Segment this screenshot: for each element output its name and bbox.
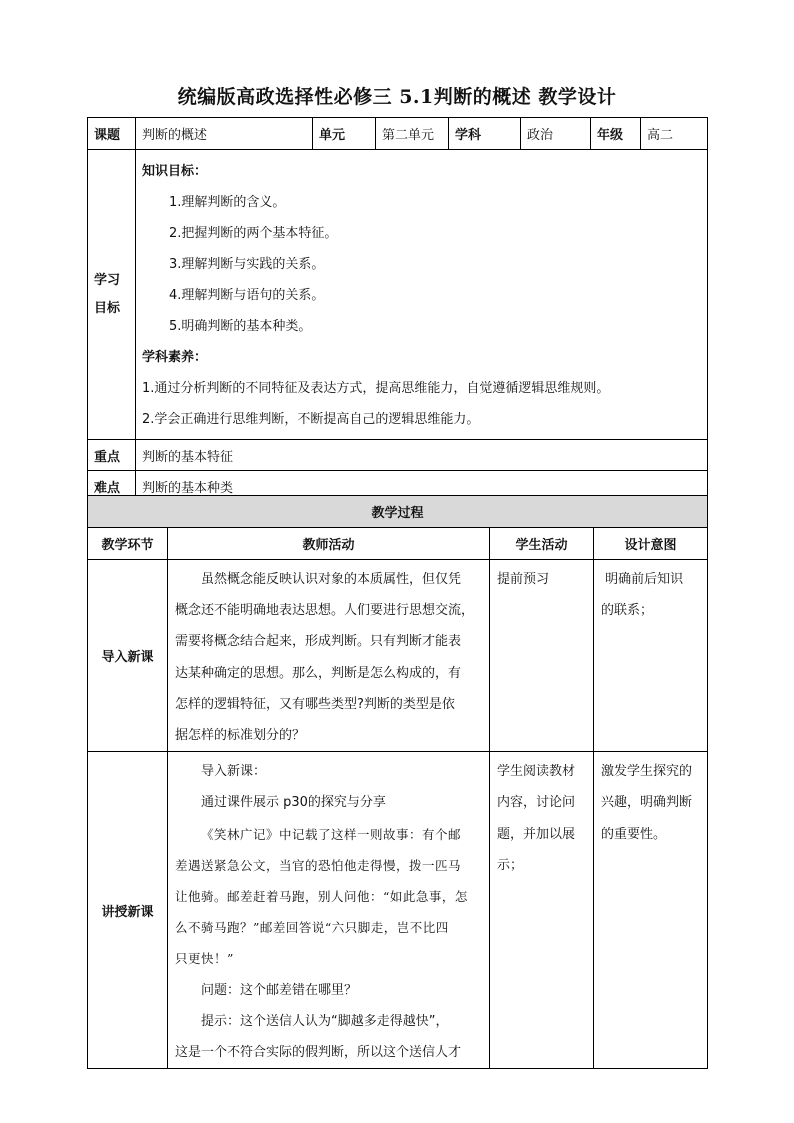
- teacher-line: 概念还不能明确地表达思想。人们要进行思想交流，: [175, 603, 475, 619]
- unit-label: 单元: [313, 118, 376, 150]
- grade-value: 高二: [641, 118, 708, 150]
- teacher-line: 让他骑。邮差赶着马跑，别人问他：“如此急事，怎: [175, 889, 468, 905]
- student-line: 示；: [497, 857, 524, 873]
- stage-label: 讲授新课: [88, 752, 168, 1069]
- teacher-line: 通过课件展示 p30的探究与分享: [201, 795, 386, 811]
- teacher-line: 只更快！”: [175, 951, 234, 967]
- process-columns-row: [88, 528, 708, 560]
- page-title: 统编版高政选择性必修三 5.1判断的概述 教学设计: [177, 86, 617, 108]
- goals-row: [88, 150, 708, 440]
- student-activity: [490, 560, 594, 752]
- intent-line: 激发学生探究的: [601, 764, 693, 780]
- goals-label-line1: 学习: [94, 272, 121, 288]
- key-point-label: 重点: [88, 440, 136, 471]
- literacy-item: 1.通过分析判断的不同特征及表达方式，提高思维能力，自觉遵循逻辑思维规则。: [142, 381, 610, 396]
- key-point-row: [88, 440, 708, 471]
- difficulty-label: 难点: [88, 471, 136, 502]
- stage-label: 导入新课: [88, 560, 168, 752]
- process-heading: 教学过程: [88, 496, 708, 528]
- teacher-activity: [168, 752, 490, 1069]
- difficulty-value: 判断的基本种类: [136, 471, 708, 502]
- design-intent: [594, 560, 708, 752]
- column-header: 教学环节: [88, 528, 168, 560]
- literacy-item: 2.学会正确进行思维判断，不断提高自己的逻辑思维能力。: [142, 412, 480, 427]
- header-row: [88, 118, 708, 150]
- info-table: [87, 117, 708, 502]
- intent-line: 的重要性。: [601, 826, 667, 842]
- literacy-heading: 学科素养：: [142, 350, 208, 365]
- key-point-value: 判断的基本特征: [136, 440, 708, 471]
- knowledge-heading: 知识目标：: [142, 164, 208, 179]
- grade-label: 年级: [591, 118, 641, 150]
- knowledge-item: 1.理解判断的含义。: [169, 195, 286, 210]
- process-row: [88, 752, 708, 1069]
- column-header: 学生活动: [490, 528, 594, 560]
- process-row: [88, 560, 708, 752]
- teacher-line: 达某种确定的思想。那么，判断是怎么构成的，有: [175, 665, 462, 681]
- teacher-line: 么不骑马跑？”邮差回答说“六只脚走，岂不比四: [175, 920, 449, 936]
- subject-label: 学科: [449, 118, 521, 150]
- intent-line: 的联系；: [601, 603, 654, 619]
- knowledge-item: 4.理解判断与语句的关系。: [169, 288, 325, 303]
- goals-label: [88, 150, 136, 440]
- column-header: 教师活动: [168, 528, 490, 560]
- knowledge-item: 3.理解判断与实践的关系。: [169, 257, 325, 272]
- teacher-line: 导入新课：: [201, 764, 267, 780]
- teacher-line: 问题：这个邮差错在哪里？: [201, 982, 358, 998]
- process-heading-row: [88, 496, 708, 528]
- knowledge-item: 2.把握判断的两个基本特征。: [169, 226, 338, 241]
- intent-line: 兴趣，明确判断: [601, 795, 693, 811]
- teacher-line: 差遇送紧急公文，当官的恐怕他走得慢，拨一匹马: [175, 857, 462, 873]
- teacher-activity: [168, 560, 490, 752]
- student-activity: [490, 752, 594, 1069]
- teacher-line: 《笑林广记》中记载了这样一则故事：有个邮: [201, 826, 462, 842]
- student-line: 提前预习: [497, 572, 550, 587]
- student-line: 内容，讨论问: [497, 795, 576, 811]
- goals-content: [136, 150, 708, 440]
- teacher-line: 这是一个不符合实际的假判断，所以这个送信人才: [175, 1045, 462, 1061]
- knowledge-item: 5.明确判断的基本种类。: [169, 319, 312, 334]
- teacher-line: 需要将概念结合起来，形成判断。只有判断才能表: [175, 634, 462, 650]
- goals-label-line2: 目标: [94, 300, 121, 316]
- topic-label: 课题: [88, 118, 136, 150]
- student-line: 题，并加以展: [497, 826, 576, 842]
- teacher-line: 提示：这个送信人认为“脚越多走得越快”，: [201, 1013, 449, 1029]
- process-table: [87, 495, 708, 1069]
- design-intent: [594, 752, 708, 1069]
- subject-value: 政治: [521, 118, 591, 150]
- topic-value: 判断的概述: [136, 118, 313, 150]
- intent-line: 明确前后知识: [601, 572, 684, 587]
- teacher-line: 虽然概念能反映认识对象的本质属性，但仅凭: [201, 572, 462, 587]
- teacher-line: 怎样的逻辑特征，又有哪些类型?判断的类型是依: [175, 696, 455, 712]
- unit-value: 第二单元: [376, 118, 449, 150]
- column-header: 设计意图: [594, 528, 708, 560]
- teacher-line: 据怎样的标准划分的？: [175, 728, 306, 744]
- student-line: 学生阅读教材: [497, 764, 576, 780]
